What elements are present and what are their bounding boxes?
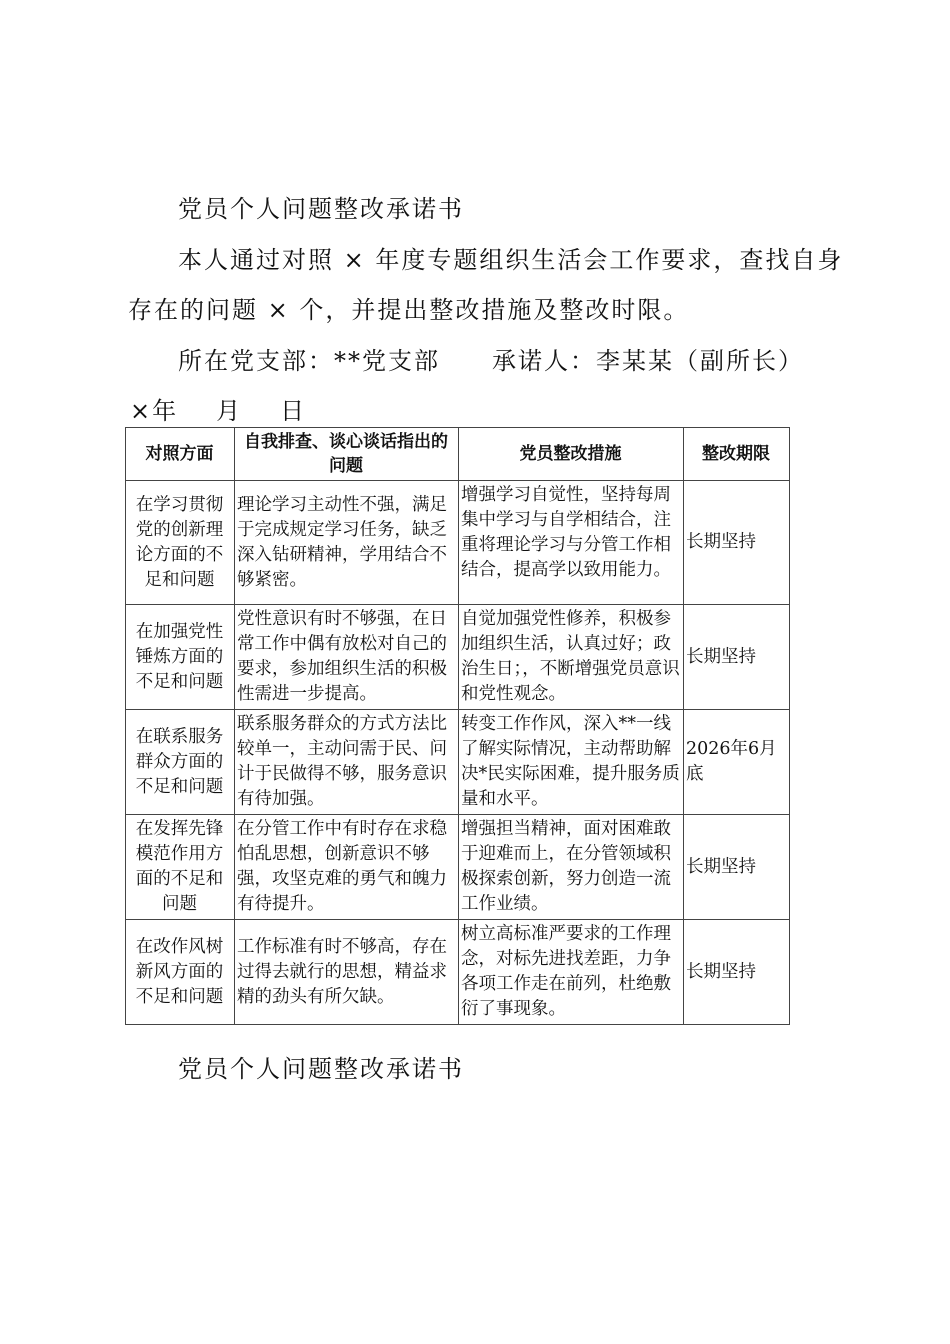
signature-line (178, 341, 804, 376)
table-header-row (126, 428, 790, 481)
intro-line-2: 存在的问题 × 个，并提出整改措施及整改时限。 (128, 296, 690, 324)
cell-deadline: 长期坚持 (684, 481, 790, 605)
cell-deadline: 长期坚持 (684, 920, 790, 1025)
date-month: 月 (216, 397, 243, 425)
header-measure: 党员整改措施 (459, 428, 684, 481)
branch-label: 所在党支部：**党支部 (178, 347, 440, 375)
date-day: 日 (280, 397, 307, 425)
cell-problem: 在分管工作中有时存在求稳怕乱思想，创新意识不够强，攻坚克难的勇气和魄力有待提升。 (235, 815, 459, 920)
date-year: ×年 (130, 397, 179, 425)
table-row (126, 605, 790, 710)
cell-measure: 增强担当精神，面对困难敢于迎难而上，在分管领域积极探索创新，努力创造一流工作业绩。 (459, 815, 684, 920)
cell-measure: 自觉加强党性修养，积极参加组织生活，认真过好；政治生日；，不断增强党员意识和党性观念。 (459, 605, 684, 710)
cell-aspect: 在学习贯彻党的创新理论方面的不足和问题 (126, 481, 235, 605)
header-problem: 自我排查、谈心谈话指出的问题 (235, 428, 459, 481)
cell-aspect: 在加强党性锤炼方面的不足和问题 (126, 605, 235, 710)
cell-deadline: 2026年6月底 (684, 710, 790, 815)
cell-problem: 工作标准有时不够高，存在过得去就行的思想，精益求精的劲头有所欠缺。 (235, 920, 459, 1025)
cell-measure: 树立高标准严要求的工作理念，对标先进找差距，力争各项工作走在前列，杜绝敷衍了事现象。 (459, 920, 684, 1025)
table-row (126, 920, 790, 1025)
header-deadline: 整改期限 (684, 428, 790, 481)
cell-problem: 党性意识有时不够强，在日常工作中偶有放松对自己的要求，参加组织生活的积极性需进一步提高。 (235, 605, 459, 710)
cell-aspect: 在改作风树新风方面的不足和问题 (126, 920, 235, 1025)
rectification-table (125, 427, 790, 1025)
header-aspect: 对照方面 (126, 428, 235, 481)
table-row (126, 815, 790, 920)
intro-line-1: 本人通过对照 × 年度专题组织生活会工作要求，查找自身 (178, 246, 844, 274)
date-line (130, 391, 306, 426)
cell-aspect: 在联系服务群众方面的不足和问题 (126, 710, 235, 815)
cell-deadline: 长期坚持 (684, 605, 790, 710)
cell-problem: 联系服务群众的方式方法比较单一，主动问需于民、问计于民做得不够，服务意识有待加强。 (235, 710, 459, 815)
cell-problem: 理论学习主动性不强，满足于完成规定学习任务，缺乏深入钻研精神，学用结合不够紧密。 (235, 481, 459, 605)
cell-deadline: 长期坚持 (684, 815, 790, 920)
document-title-repeat: 党员个人问题整改承诺书 (178, 1055, 464, 1083)
cell-measure: 增强学习自觉性，坚持每周集中学习与自学相结合，注重将理论学习与分管工作相结合，提高学以致用能力。 (459, 481, 684, 605)
cell-aspect: 在发挥先锋模范作用方面的不足和问题 (126, 815, 235, 920)
promiser-label: 承诺人：李某某（副所长） (492, 347, 804, 375)
document-title: 党员个人问题整改承诺书 (178, 195, 464, 223)
table-row (126, 710, 790, 815)
table-row (126, 481, 790, 605)
cell-measure: 转变工作作风，深入**一线了解实际情况，主动帮助解决*民实际困难，提升服务质量和水平。 (459, 710, 684, 815)
